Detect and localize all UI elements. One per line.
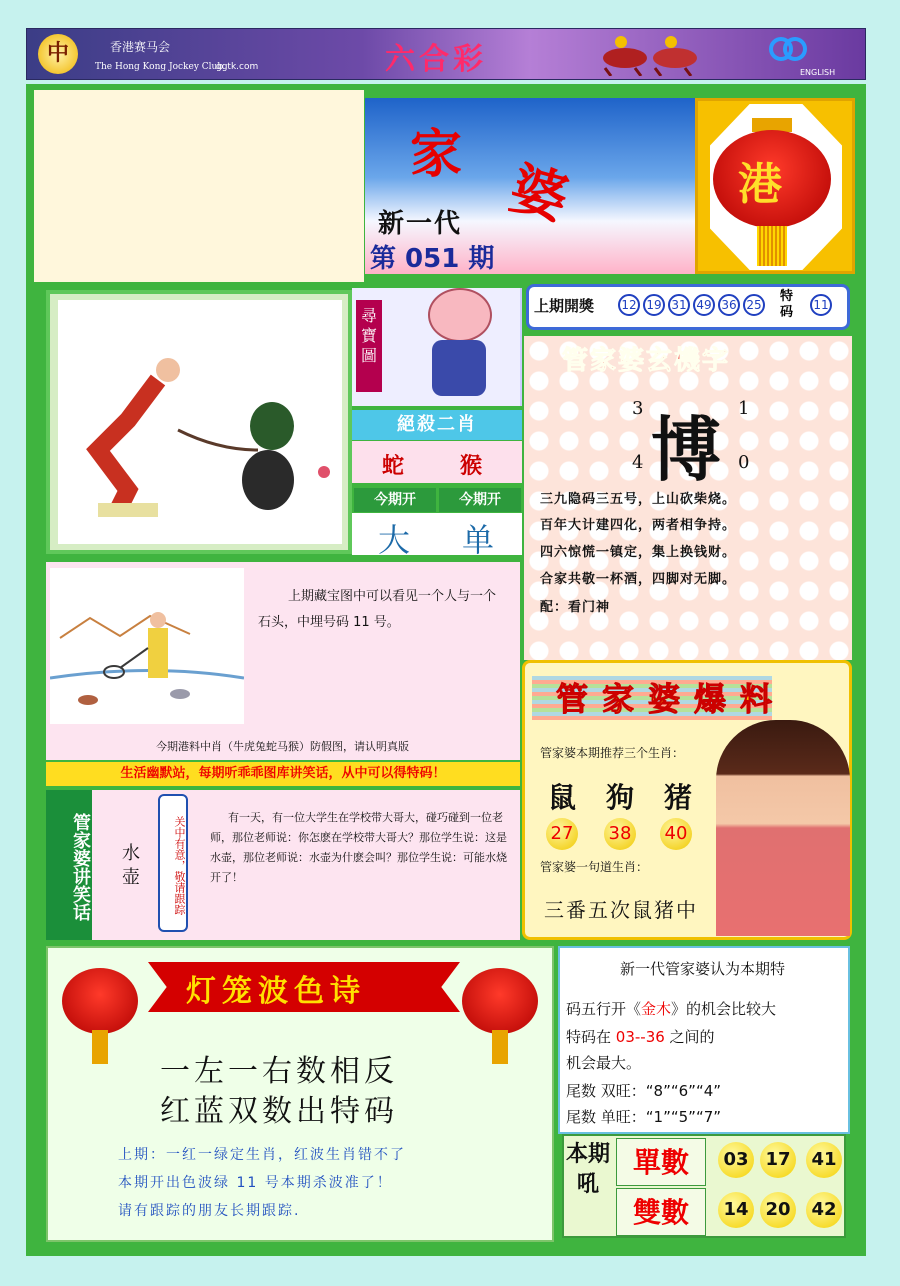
masthead-title-char2: 婆 xyxy=(503,154,575,233)
even-number-ball: 42 xyxy=(806,1192,842,1228)
lantern-tassel xyxy=(492,1030,508,1064)
anti-fake-caption: 今期港料中肖（牛虎兔蛇马猴）防假图，请认明真版 xyxy=(156,740,409,753)
poem-note: 本期开出色波绿 11 号本期杀波准了！ xyxy=(118,1175,393,1191)
draw-ball: 19 xyxy=(643,294,665,316)
kill-zodiac-2: 猴 xyxy=(460,454,483,479)
odd-number-ball: 03 xyxy=(718,1142,754,1178)
masthead-title-char1: 家 xyxy=(410,124,463,185)
prediction-line xyxy=(566,998,776,1019)
kill-zodiac-row xyxy=(352,441,522,483)
mystery-digit: 0 xyxy=(738,452,750,473)
poem-note: 上期：一红一绿定生肖，红波生肖错不了 xyxy=(118,1147,406,1163)
one-line-zodiac: 三番五次鼠猪中 xyxy=(544,898,698,922)
this-issue-parity: 单 xyxy=(462,521,495,559)
mystery-verse-line: 合家共敬一杯酒，四脚对无脚。 xyxy=(540,572,737,587)
pig-mascot-icon xyxy=(428,288,492,342)
this-issue-label-2: 今期开 xyxy=(439,488,521,512)
this-issue-size: 大 xyxy=(378,521,411,559)
prediction-line xyxy=(566,1026,715,1047)
draw-ball: 25 xyxy=(743,294,765,316)
prediction-text: 码五行开《 xyxy=(566,1000,642,1018)
prediction-text: 》的机会比较大 xyxy=(671,1000,777,1018)
tips-number-ball: 38 xyxy=(604,818,636,850)
even-number-ball: 14 xyxy=(718,1192,754,1228)
mystery-verse-line: 四六惊慌一镇定，集上换钱财。 xyxy=(540,545,737,560)
lantern-tassel xyxy=(92,1030,108,1064)
prediction-text: 特码在 xyxy=(566,1028,616,1046)
lantern-char: 港 xyxy=(738,159,782,210)
poem-line: 红蓝双数出特码 xyxy=(160,1094,398,1129)
treasure-picture xyxy=(58,300,342,544)
prediction-text: 之间的 xyxy=(664,1028,715,1046)
prediction-element: 金木 xyxy=(641,1000,672,1018)
draw-ball: 49 xyxy=(693,294,715,316)
joke-vertical-note: 关中有意，敬请跟踪 xyxy=(158,794,188,932)
humor-banner: 生活幽默站，每期听乖乖图库讲笑话，从中可以得特码！ xyxy=(46,762,520,786)
tips-zodiac: 鼠 xyxy=(548,781,577,814)
tips-number-ball: 40 xyxy=(660,818,692,850)
mystery-digit: 3 xyxy=(632,398,644,419)
this-issue-side-label: 本期吼 xyxy=(566,1142,611,1197)
racehorse-icon xyxy=(595,32,710,76)
jockey-club-logo[interactable]: 中 xyxy=(38,34,78,74)
english-link[interactable]: ENGLISH xyxy=(800,68,836,77)
draw-ball: 12 xyxy=(618,294,640,316)
lantern-icon xyxy=(62,968,138,1034)
draw-ball: 31 xyxy=(668,294,690,316)
hint-text: 上期藏宝图中可以看见一个人与一个石头，中埋号码 11 号。 xyxy=(258,589,497,630)
tips-recommend-label: 管家婆本期推荐三个生肖： xyxy=(540,746,685,760)
mark-six-title: 六合彩 xyxy=(385,42,487,77)
mystery-verse-line: 百年大计建四化，两者相争持。 xyxy=(540,518,737,533)
club-name-en: The Hong Kong Jockey Club xyxy=(95,62,224,72)
joke-text: 有一天，有一位大学生在学校带大哥大，碰巧碰到一位老师，那位老师说：你怎麽在学校带大哥大？那位学生说：这是水壶，那位老师说：水壶为什麽会叫？那位学生说：可能水烧开了！ xyxy=(210,811,507,884)
club-url: ggtk.com xyxy=(216,62,259,72)
joke-title: 水壶 xyxy=(122,843,140,888)
fishing-picture xyxy=(50,568,244,724)
blank-panel xyxy=(34,90,364,282)
prediction-line: 尾数 双旺：“8”“6”“4” xyxy=(566,1082,722,1100)
mystery-char-title: 管家婆玄機字 xyxy=(562,346,731,376)
poem-title: 灯笼波色诗 xyxy=(186,974,366,1009)
pig-mascot-body xyxy=(432,340,486,396)
even-number-ball: 20 xyxy=(760,1192,796,1228)
this-issue-label-1: 今期开 xyxy=(354,488,436,512)
mystery-digit: 4 xyxy=(632,452,644,473)
joke-side-title: 管家婆讲笑话 xyxy=(46,790,92,940)
one-line-label: 管家婆一句道生肖： xyxy=(540,860,649,874)
odd-number-ball: 17 xyxy=(760,1142,796,1178)
poem-note: 请有跟踪的朋友长期跟踪. xyxy=(118,1203,301,1219)
prediction-line: 尾数 单旺：“1”“5”“7” xyxy=(566,1108,722,1126)
poem-line: 一左一右数相反 xyxy=(160,1054,398,1089)
special-number-ball: 11 xyxy=(810,294,832,316)
masthead-subtitle: 新一代 xyxy=(378,209,463,239)
tips-zodiac: 猪 xyxy=(664,781,693,814)
tips-zodiac: 狗 xyxy=(606,781,635,814)
club-name-cn: 香港赛马会 xyxy=(110,40,171,54)
prediction-range: 03--36 xyxy=(615,1028,665,1046)
mystery-verse-line: 配：看门神 xyxy=(540,600,611,615)
mystery-digit: 1 xyxy=(738,398,750,419)
odd-number-ball: 41 xyxy=(806,1142,842,1178)
mystery-char: 博 xyxy=(651,408,721,491)
issue-number: 第 051 期 xyxy=(370,244,495,274)
odd-label: 單數 xyxy=(616,1138,706,1186)
mystery-verse-line: 三九隐码三五号，上山砍柴烧。 xyxy=(540,492,737,507)
tips-title: 管家婆爆料 xyxy=(556,680,787,718)
spokesgirl-photo xyxy=(716,720,850,936)
even-label: 雙數 xyxy=(616,1188,706,1236)
lantern-tassel xyxy=(757,226,787,266)
lantern-icon xyxy=(462,968,538,1034)
draw-ball: 36 xyxy=(718,294,740,316)
prediction-line: 机会最大。 xyxy=(566,1054,642,1072)
tips-number-ball: 27 xyxy=(546,818,578,850)
last-draw-label: 上期開獎 xyxy=(534,297,595,315)
treasure-map-label: 尋寶圖 xyxy=(356,300,382,392)
kill-zodiac-1: 蛇 xyxy=(382,454,405,479)
prediction-line: 新一代管家婆认为本期特 xyxy=(620,960,786,978)
kill-two-zodiac-title: 絕殺二肖 xyxy=(352,410,522,440)
special-number-label: 特码 xyxy=(780,289,794,320)
mark-six-logo-icon[interactable] xyxy=(768,36,808,62)
